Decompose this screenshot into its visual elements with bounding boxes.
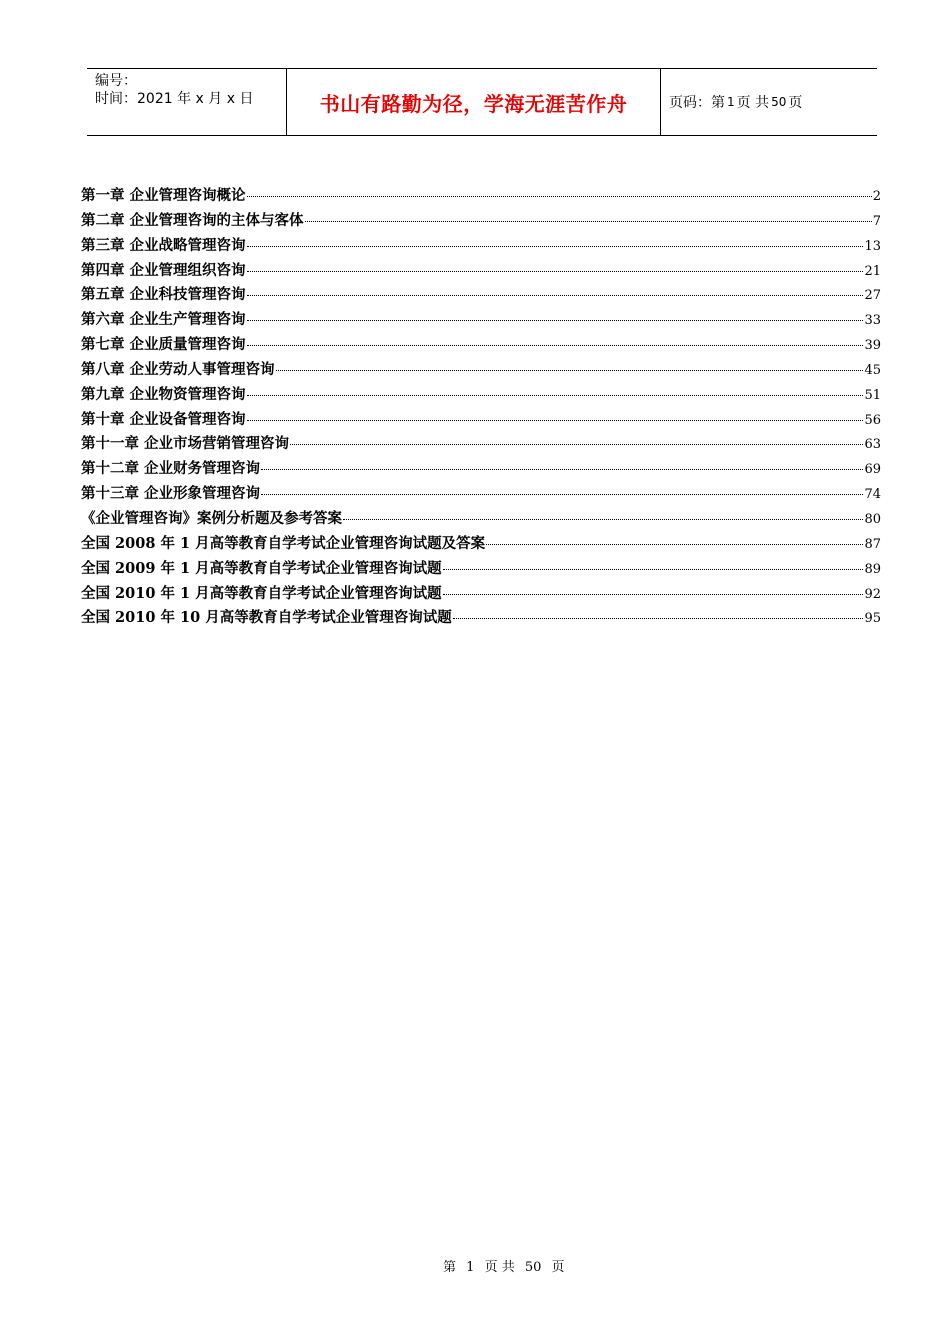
toc-entry[interactable] bbox=[81, 283, 881, 308]
toc-entry[interactable] bbox=[81, 432, 881, 457]
toc-entry-page: 21 bbox=[864, 263, 881, 279]
toc-entry-page: 63 bbox=[864, 437, 881, 453]
toc-entry-page: 13 bbox=[864, 238, 881, 254]
toc-entry-title: 第九章 企业物资管理咨询 bbox=[81, 385, 246, 403]
toc-entry-title: 第七章 企业质量管理咨询 bbox=[81, 336, 246, 354]
toc-leader-dots bbox=[276, 370, 864, 371]
footer-suffix: 页 bbox=[551, 1260, 565, 1275]
toc-entry[interactable] bbox=[81, 358, 881, 383]
toc-entry-title: 第十一章 企业市场营销管理咨询 bbox=[81, 435, 290, 453]
toc-entry-title: 第五章 企业科技管理咨询 bbox=[81, 286, 246, 304]
number-label: 编号： bbox=[95, 73, 137, 89]
toc-entry[interactable] bbox=[81, 507, 881, 532]
toc-leader-dots bbox=[443, 594, 864, 595]
toc-leader-dots bbox=[261, 494, 863, 495]
toc-entry-title: 第六章 企业生产管理咨询 bbox=[81, 311, 246, 329]
page-label-suffix: 页 bbox=[788, 95, 803, 111]
toc-leader-dots bbox=[247, 320, 864, 321]
page-label-prefix: 页码：第 bbox=[669, 95, 725, 111]
toc-leader-dots bbox=[443, 569, 864, 570]
toc-entry-page: 74 bbox=[864, 487, 881, 503]
toc-entry[interactable] bbox=[81, 333, 881, 358]
toc-leader-dots bbox=[247, 295, 864, 296]
toc-leader-dots bbox=[453, 618, 864, 619]
footer-total: 50 bbox=[524, 1260, 542, 1275]
time-label: 时间：2021 年 x 月 x 日 bbox=[95, 91, 254, 107]
header-page-info bbox=[661, 69, 877, 135]
toc-leader-dots bbox=[247, 196, 872, 197]
toc-leader-dots bbox=[247, 420, 864, 421]
toc-leader-dots bbox=[290, 444, 863, 445]
toc-leader-dots bbox=[247, 345, 864, 346]
page-current: 1 bbox=[727, 95, 735, 109]
toc-entry-title: 第八章 企业劳动人事管理咨询 bbox=[81, 360, 275, 378]
toc-entry-page: 7 bbox=[872, 213, 881, 229]
toc-entry-title: 第三章 企业战略管理咨询 bbox=[81, 236, 246, 254]
toc-entry[interactable] bbox=[81, 408, 881, 433]
footer-current: 1 bbox=[466, 1260, 475, 1275]
toc-entry[interactable] bbox=[81, 606, 881, 631]
toc-entry-page: 2 bbox=[872, 189, 881, 204]
toc-leader-dots bbox=[343, 519, 863, 520]
toc-entry[interactable] bbox=[81, 532, 881, 557]
toc-entry-title: 全国 2008 年 1 月高等教育自学考试企业管理咨询试题及答案 bbox=[81, 534, 486, 552]
footer-mid: 页 共 bbox=[484, 1260, 515, 1275]
toc-entry-page: 87 bbox=[864, 536, 881, 552]
toc-entry-page: 51 bbox=[864, 387, 881, 403]
toc-entry-title: 第十章 企业设备管理咨询 bbox=[81, 410, 246, 428]
toc-entry-title: 全国 2009 年 1 月高等教育自学考试企业管理咨询试题 bbox=[81, 559, 442, 577]
toc-entry[interactable] bbox=[81, 308, 881, 333]
toc-entry[interactable] bbox=[81, 383, 881, 408]
toc-entry-page: 33 bbox=[864, 313, 881, 329]
header-motto: 书山有路勤为径，学海无涯苦作舟 bbox=[287, 69, 661, 135]
toc-entry-title: 《企业管理咨询》案例分析题及参考答案 bbox=[81, 509, 342, 527]
toc-entry-page: 27 bbox=[864, 288, 881, 304]
page-total: 50 bbox=[771, 95, 787, 109]
toc-entry-title: 全国 2010 年 1 月高等教育自学考试企业管理咨询试题 bbox=[81, 584, 442, 602]
toc-entry[interactable] bbox=[81, 582, 881, 607]
toc-leader-dots bbox=[305, 221, 872, 222]
toc-entry-page: 45 bbox=[864, 362, 881, 378]
table-of-contents bbox=[81, 184, 881, 631]
toc-entry[interactable] bbox=[81, 457, 881, 482]
toc-entry-page: 56 bbox=[864, 412, 881, 428]
toc-entry-page: 89 bbox=[864, 561, 881, 577]
toc-entry-page: 95 bbox=[864, 611, 881, 627]
footer-prefix: 第 bbox=[443, 1260, 457, 1275]
header-meta bbox=[87, 69, 287, 135]
toc-leader-dots bbox=[247, 246, 864, 247]
toc-entry[interactable] bbox=[81, 482, 881, 507]
toc-entry-page: 39 bbox=[864, 338, 881, 354]
toc-entry-title: 第十二章 企业财务管理咨询 bbox=[81, 460, 261, 478]
page-label-mid: 页 共 bbox=[736, 95, 770, 111]
page-header bbox=[87, 68, 877, 136]
toc-leader-dots bbox=[247, 271, 864, 272]
page-footer bbox=[0, 1256, 950, 1275]
toc-entry-title: 第四章 企业管理组织咨询 bbox=[81, 261, 246, 279]
toc-entry[interactable] bbox=[81, 259, 881, 284]
toc-leader-dots bbox=[247, 395, 864, 396]
toc-entry[interactable] bbox=[81, 557, 881, 582]
toc-entry-page: 80 bbox=[864, 511, 881, 527]
toc-entry-page: 69 bbox=[864, 462, 881, 478]
toc-entry-title: 第一章 企业管理咨询概论 bbox=[81, 187, 246, 204]
toc-entry-page: 92 bbox=[864, 586, 881, 602]
toc-entry[interactable] bbox=[81, 234, 881, 259]
toc-entry-title: 全国 2010 年 10 月高等教育自学考试企业管理咨询试题 bbox=[81, 609, 452, 627]
toc-entry-title: 第十三章 企业形象管理咨询 bbox=[81, 485, 261, 503]
toc-entry[interactable] bbox=[81, 209, 881, 234]
toc-entry-title: 第二章 企业管理咨询的主体与客体 bbox=[81, 211, 304, 229]
toc-leader-dots bbox=[486, 544, 863, 545]
toc-entry[interactable] bbox=[81, 184, 881, 209]
toc-leader-dots bbox=[261, 469, 863, 470]
